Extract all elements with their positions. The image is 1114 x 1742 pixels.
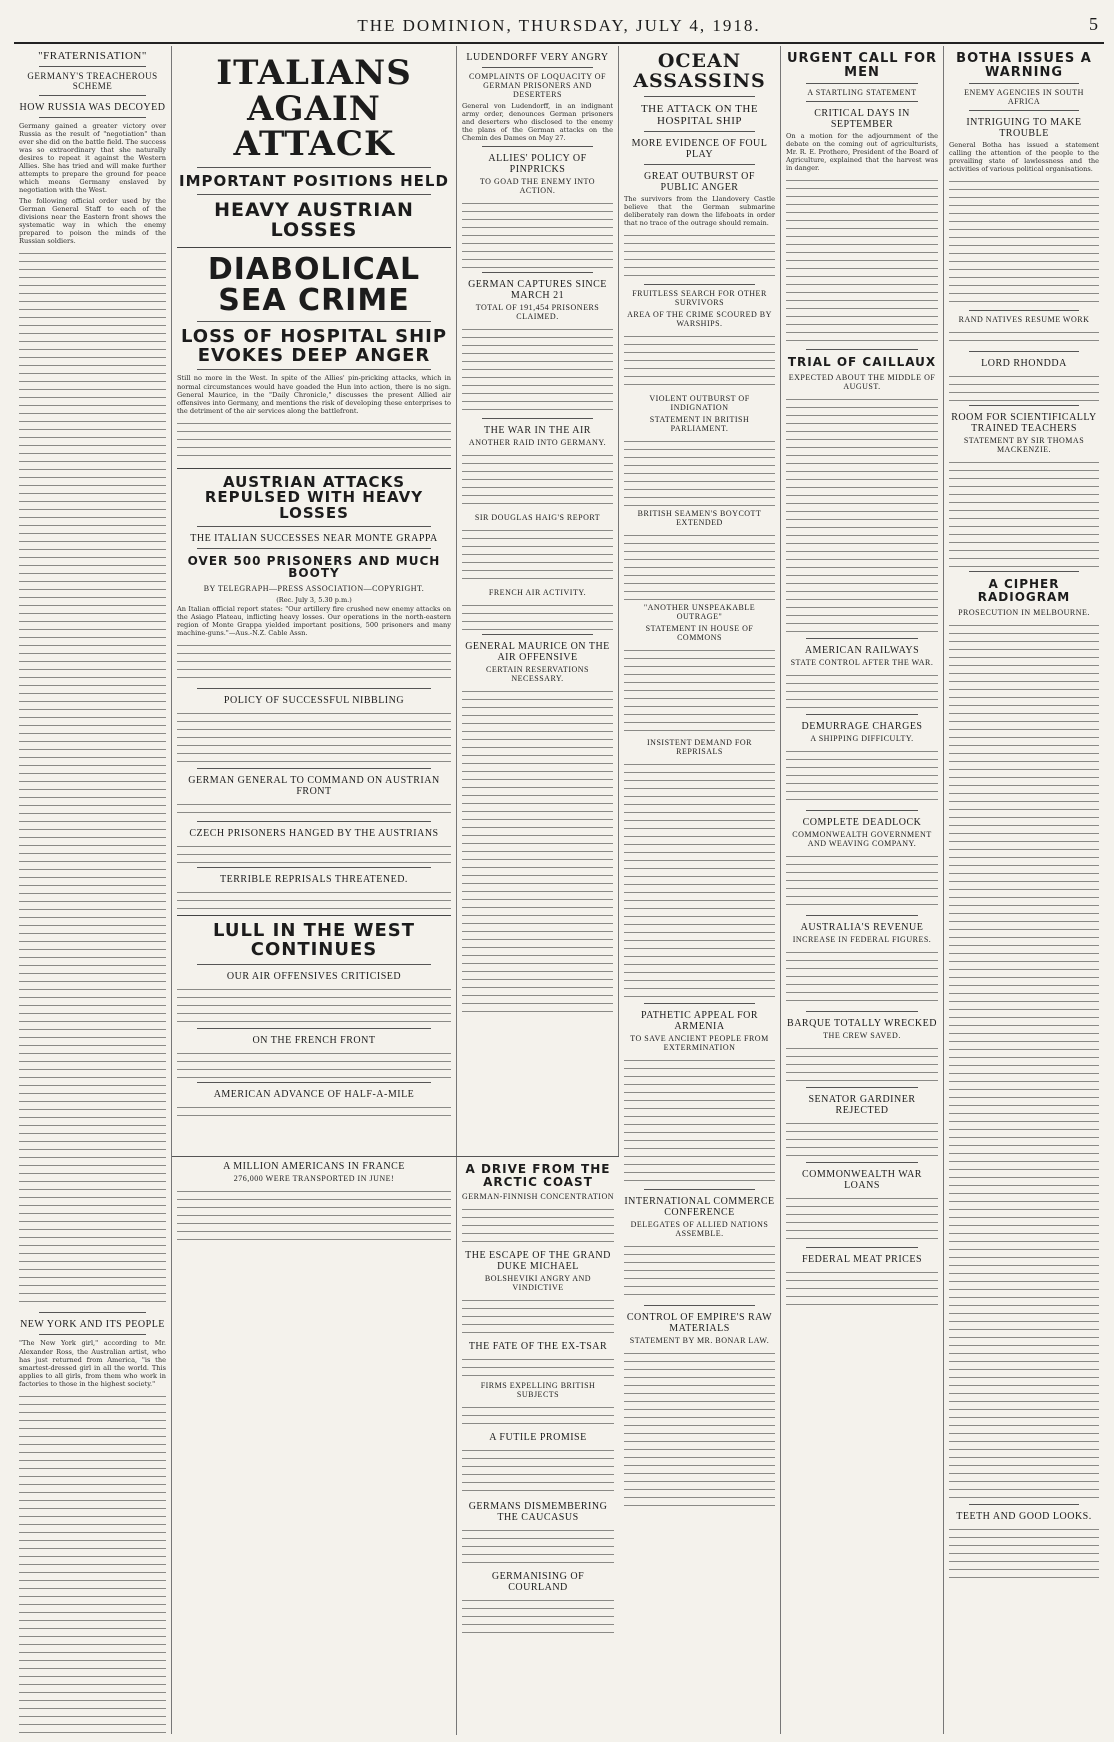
headline-lord-rhondda: LORD RHONDDA bbox=[981, 358, 1067, 370]
headline-bonar-law: STATEMENT BY MR. BONAR LAW. bbox=[629, 1336, 770, 1345]
headline-state-control: STATE CONTROL AFTER THE WAR. bbox=[790, 658, 934, 668]
headline-ocean-assassins: OCEAN ASSASSINS bbox=[633, 50, 766, 92]
headline-new-york: NEW YORK AND ITS PEOPLE bbox=[20, 1319, 165, 1331]
article-body: General von Ludendorff, in an indignant army order, denounces German prisoners and deserters who disclosed to the enemy the plans of the German attacks on the Chemin des Dames on May 27. bbox=[462, 102, 613, 143]
article-text-block bbox=[177, 1102, 451, 1116]
headline-war-loans: COMMONWEALTH WAR LOANS bbox=[802, 1169, 922, 1192]
headline-attack-hospital-ship: THE ATTACK ON THE HOSPITAL SHIP bbox=[640, 102, 759, 127]
article-body: Still no more in the West. In spite of the Allies' pin-pricking attacks, which in normal circumstances would have goaded the Hun into action, there is no sign. General Maurice, in the "Daily Chronicle," discusses the present Allied air offensives into Germany, and mentions the risk of developing these enterprises to the detriment of the air services along the battlefront. bbox=[177, 374, 451, 415]
headline-unspeakable-outrage: "ANOTHER UNSPEAKABLE OUTRAGE" bbox=[643, 603, 756, 621]
article-text-block bbox=[462, 600, 613, 630]
headline-mackenzie: STATEMENT BY SIR THOMAS MACKENZIE. bbox=[963, 436, 1085, 455]
article-body: The survivors from the Llandovery Castle believe that the German submarine deliberately ran down the lifeboats in order that no trace of the outrage should remain. bbox=[624, 194, 775, 227]
headline-courland: GERMANISING OF COURLAND bbox=[491, 1571, 585, 1594]
columns bbox=[14, 46, 1104, 1734]
article-text-block bbox=[786, 1043, 938, 1083]
headline-drive-arctic: A DRIVE FROM THE ARCTIC COAST bbox=[465, 1162, 611, 1189]
headline-federal-figures: INCREASE IN FEDERAL FIGURES. bbox=[792, 935, 932, 945]
article-text-block bbox=[462, 525, 613, 585]
headline-australia-revenue: AUSTRALIA'S REVENUE bbox=[800, 922, 924, 934]
article-body: An Italian official report states: "Our artillery fire crushed new enemy attacks on the Asiago Plateau, inflicting heavy losses. Our operations in the north-eastern region of Monte Grappa yielded important positions, 500 prisoners and many machine-guns."—Aus.-N.Z. Cable Assn. bbox=[177, 605, 451, 638]
masthead bbox=[14, 8, 1104, 44]
headline-air-offensives: OUR AIR OFFENSIVES CRITICISED bbox=[226, 970, 402, 982]
column-3 bbox=[457, 46, 619, 1156]
headline-appeal-armenia: PATHETIC APPEAL FOR ARMENIA bbox=[640, 1010, 759, 1032]
article-text-block bbox=[624, 1348, 775, 1508]
article-text-block bbox=[177, 887, 451, 909]
article-text-block bbox=[462, 324, 613, 414]
headline-deadlock: COMPLETE DEADLOCK bbox=[802, 817, 922, 829]
headline-public-anger: GREAT OUTBURST OF PUBLIC ANGER bbox=[644, 170, 755, 193]
headline-grand-duke: THE ESCAPE OF THE GRAND DUKE MICHAEL bbox=[465, 1250, 611, 1273]
headline-startling-statement: A STARTLING STATEMENT bbox=[807, 88, 917, 98]
article-text-block bbox=[949, 457, 1099, 567]
headline-german-general: GERMAN GENERAL TO COMMAND ON AUSTRIAN FRONT bbox=[188, 775, 440, 798]
headline-reservations: CERTAIN RESERVATIONS NECESSARY. bbox=[486, 665, 589, 684]
article-text-block bbox=[786, 670, 938, 710]
headline-meat-prices: FEDERAL MEAT PRICES bbox=[801, 1254, 923, 1266]
masthead-title: THE DOMINION, THURSDAY, JULY 4, 1918. bbox=[357, 16, 761, 35]
article-text-block bbox=[949, 176, 1099, 306]
article-text-block bbox=[786, 175, 938, 345]
headline-shipping-difficulty: A SHIPPING DIFFICULTY. bbox=[810, 734, 914, 744]
headline-fraternisation: "FRATERNISATION" bbox=[38, 50, 147, 62]
article-text-block bbox=[177, 708, 451, 764]
headline-firms-expelling: FIRMS EXPELLING BRITISH SUBJECTS bbox=[480, 1381, 596, 1400]
headline-save-people: TO SAVE ANCIENT PEOPLE FROM EXTERMINATION bbox=[630, 1034, 769, 1052]
headline-haig-report: SIR DOUGLAS HAIG'S REPORT bbox=[474, 513, 601, 523]
article-text-block bbox=[462, 1354, 614, 1378]
headline-heavy-austrian-losses: HEAVY AUSTRIAN LOSSES bbox=[214, 198, 414, 241]
headline-terrible-reprisals: TERRIBLE REPRISALS THREATENED. bbox=[220, 874, 408, 886]
headline-middle-august: EXPECTED ABOUT THE MIDDLE OF AUGUST. bbox=[788, 373, 936, 392]
headline-pinpricks: ALLIES' POLICY OF PINPRICKS bbox=[488, 153, 587, 176]
column-2-3-lower bbox=[172, 1156, 619, 1735]
article-text-block bbox=[624, 331, 775, 391]
article-text-block bbox=[462, 1595, 614, 1635]
headline-house-of-commons: STATEMENT IN HOUSE OF COMMONS bbox=[645, 624, 754, 642]
headline-futile-promise: A FUTILE PROMISE bbox=[489, 1432, 587, 1444]
dateline: (Rec. July 3, 5.30 p.m.) bbox=[276, 596, 352, 605]
headline-cipher-radiogram: A CIPHER RADIOGRAM bbox=[977, 577, 1071, 604]
article-text-block bbox=[462, 1445, 614, 1495]
headline-another-raid: ANOTHER RAID INTO GERMANY. bbox=[468, 438, 607, 448]
headline-german-finnish: GERMAN-FINNISH CONCENTRATION bbox=[462, 1192, 614, 1202]
column-5 bbox=[781, 46, 944, 1734]
article-text-block bbox=[177, 640, 451, 684]
article-body: "The New York girl," according to Mr. Alexander Ross, the Australian artist, who has just returned from America, "is the smartest-dressed girl in all the world. This applies to all girls, from them who work in factories to those in the highest society." bbox=[19, 1339, 166, 1388]
headline-crew-saved: THE CREW SAVED. bbox=[823, 1031, 901, 1041]
headline-ludendorff-angry: LUDENDORFF VERY ANGRY bbox=[466, 52, 609, 63]
headline-french-front: ON THE FRENCH FRONT bbox=[252, 1034, 376, 1046]
article-text-block bbox=[19, 1391, 166, 1734]
column-6 bbox=[944, 46, 1104, 1734]
article-text-block bbox=[949, 1524, 1099, 1584]
article-text-block bbox=[462, 686, 613, 1016]
article-text-block bbox=[624, 436, 775, 506]
headline-german-captures: GERMAN CAPTURES SINCE MARCH 21 bbox=[468, 279, 607, 302]
headline-russia-decoyed: HOW RUSSIA WAS DECOYED bbox=[19, 102, 166, 113]
article-text-block bbox=[462, 1525, 614, 1565]
headline-violent-outburst: VIOLENT OUTBURST OF INDIGNATION bbox=[649, 394, 750, 412]
headline-critical-days: CRITICAL DAYS IN SEPTEMBER bbox=[814, 108, 910, 131]
headline-enemy-agencies: ENEMY AGENCIES IN SOUTH AFRICA bbox=[964, 88, 1084, 107]
headline-rand-natives: RAND NATIVES RESUME WORK bbox=[958, 315, 1090, 325]
headline-prosecution: PROSECUTION IN MELBOURNE. bbox=[958, 607, 1090, 617]
headline-czech-prisoners: CZECH PRISONERS HANGED BY THE AUSTRIANS bbox=[189, 828, 439, 840]
headline-trained-teachers: ROOM FOR SCIENTIFICALLY TRAINED TEACHERS bbox=[951, 412, 1097, 435]
headline-urgent-call: URGENT CALL FOR MEN bbox=[786, 51, 938, 80]
article-text-block bbox=[177, 799, 451, 817]
headline-weaving-company: COMMONWEALTH GOVERNMENT AND WEAVING COMPANY. bbox=[792, 830, 932, 849]
article-text-block bbox=[786, 394, 938, 634]
article-body: On a motion for the adjournment of the debate on the coming out of agriculturists, Mr. R. E. Prothero, President of the Board of Agriculture, explained that the harvest was in danger. bbox=[786, 132, 938, 173]
headline-american-advance: AMERICAN ADVANCE OF HALF-A-MILE bbox=[213, 1088, 415, 1100]
headline-commerce-conference: INTERNATIONAL COMMERCE CONFERENCE bbox=[624, 1196, 775, 1218]
article-text-block bbox=[786, 1267, 938, 1307]
article-text-block bbox=[949, 327, 1099, 347]
headline-bolsheviki: BOLSHEVIKI ANGRY AND VINDICTIVE bbox=[484, 1274, 592, 1293]
article-text-block bbox=[19, 248, 166, 1308]
article-text-block bbox=[177, 418, 451, 462]
headline-austrian-attacks-repulsed: AUSTRIAN ATTACKS REPULSED WITH HEAVY LOSSES bbox=[204, 472, 424, 523]
headline-loquacity: COMPLAINTS OF LOQUACITY OF GERMAN PRISONERS AND DESERTERS bbox=[469, 72, 606, 99]
article-body: Germany gained a greater victory over Russia as the result of "negotiation" than ever she did on the battle field. The success was so extraordinary that she naturally desires to repeat it against the Western Allies. She has tried and will make further attempts to prepare the ground for peace which means Germany enslaved by negotiation with the West. bbox=[19, 122, 166, 195]
headline-loss-of-hospital-ship: LOSS OF HOSPITAL SHIP EVOKES DEEP ANGER bbox=[180, 325, 448, 366]
headline-french-air: FRENCH AIR ACTIVITY. bbox=[488, 588, 587, 598]
headline-276000: 276,000 WERE TRANSPORTED IN JUNE! bbox=[233, 1174, 395, 1183]
headline-italian-successes: THE ITALIAN SUCCESSES NEAR MONTE GRAPPA bbox=[190, 532, 438, 544]
headline-foul-play: MORE EVIDENCE OF FOUL PLAY bbox=[631, 137, 768, 160]
article-text-block bbox=[624, 759, 775, 999]
headline-germany-scheme: GERMANY'S TREACHEROUS SCHEME bbox=[27, 71, 158, 91]
headline-teeth-good-looks: TEETH AND GOOD LOOKS. bbox=[956, 1510, 1092, 1522]
page-number: 5 bbox=[1089, 14, 1098, 34]
article-text-block bbox=[462, 1402, 614, 1426]
column-1 bbox=[14, 46, 172, 1734]
headline-botha-warning: BOTHA ISSUES A WARNING bbox=[956, 51, 1092, 80]
article-body: General Botha has issued a statement calling the attention of the people to the prevailing state of lawlessness and the activities of various political organisations. bbox=[949, 141, 1099, 174]
article-text-block bbox=[786, 1118, 938, 1158]
headline-war-in-air: THE WAR IN THE AIR bbox=[484, 425, 591, 437]
article-text-block bbox=[624, 230, 775, 280]
article-text-block bbox=[462, 198, 613, 268]
article-text-block bbox=[786, 947, 938, 1007]
headline-fruitless-search: FRUITLESS SEARCH FOR OTHER SURVIVORS bbox=[632, 289, 767, 307]
headline-barque-wrecked: BARQUE TOTALLY WRECKED bbox=[787, 1018, 937, 1030]
article-text-block bbox=[462, 1204, 614, 1244]
headline-insistent-demand: INSISTENT DEMAND FOR REPRISALS bbox=[647, 738, 752, 756]
headline-successful-nibbling: POLICY OF SUCCESSFUL NIBBLING bbox=[223, 695, 405, 707]
article-text-block bbox=[462, 450, 613, 510]
article-text-block bbox=[177, 841, 451, 863]
column-2 bbox=[172, 46, 457, 1156]
headline-raw-materials: CONTROL OF EMPIRE'S RAW MATERIALS bbox=[626, 1312, 773, 1334]
newspaper-page bbox=[14, 8, 1104, 1734]
headline-delegates-assemble: DELEGATES OF ALLIED NATIONS ASSEMBLE. bbox=[630, 1220, 769, 1238]
headline-italians-again-attack: ITALIANS AGAIN ATTACK bbox=[216, 53, 412, 165]
headline-american-railways: AMERICAN RAILWAYS bbox=[804, 645, 920, 657]
article-text-block bbox=[786, 1193, 938, 1243]
headline-million-americans: A MILLION AMERICANS IN FRANCE bbox=[223, 1161, 405, 1172]
headline-caucasus: GERMANS DISMEMBERING THE CAUCASUS bbox=[468, 1501, 608, 1524]
headline-area-scoured: AREA OF THE CRIME SCOURED BY WARSHIPS. bbox=[627, 310, 772, 328]
headline-senator-gardiner: SENATOR GARDINER REJECTED bbox=[808, 1094, 916, 1117]
article-text-block bbox=[949, 620, 1099, 1500]
headline-goad-enemy: TO GOAD THE ENEMY INTO ACTION. bbox=[479, 177, 596, 196]
article-text-block bbox=[624, 645, 775, 735]
headline-important-positions: IMPORTANT POSITIONS HELD bbox=[179, 172, 449, 191]
headline-parliament-statement: STATEMENT IN BRITISH PARLIAMENT. bbox=[649, 415, 750, 433]
headline-trial-caillaux: TRIAL OF CAILLAUX bbox=[787, 355, 937, 370]
headline-ex-tsar: THE FATE OF THE EX-TSAR bbox=[468, 1341, 608, 1353]
headline-500-prisoners: OVER 500 PRISONERS AND MUCH BOOTY bbox=[187, 553, 441, 581]
article-text-block bbox=[786, 746, 938, 806]
article-text-block bbox=[624, 1241, 775, 1301]
article-text-block bbox=[624, 1055, 775, 1185]
article-text-block bbox=[177, 1186, 451, 1246]
headline-total-prisoners: TOTAL OF 191,454 PRISONERS CLAIMED. bbox=[475, 303, 600, 322]
article-text-block bbox=[462, 1295, 614, 1335]
column-4 bbox=[619, 46, 781, 1734]
headline-diabolical-sea-crime: DIABOLICAL SEA CRIME bbox=[207, 251, 421, 319]
headline-intriguing: INTRIGUING TO MAKE TROUBLE bbox=[966, 117, 1082, 140]
article-text-block bbox=[949, 371, 1099, 401]
headline-lull-in-the-west: LULL IN THE WEST CONTINUES bbox=[213, 920, 415, 961]
article-text-block bbox=[177, 1048, 451, 1078]
byline: BY TELEGRAPH—PRESS ASSOCIATION—COPYRIGHT. bbox=[203, 584, 425, 594]
article-text-block bbox=[177, 984, 451, 1024]
headline-seamens-boycott: BRITISH SEAMEN'S BOYCOTT EXTENDED bbox=[637, 509, 762, 527]
headline-demurrage: DEMURRAGE CHARGES bbox=[801, 721, 923, 733]
article-text-block bbox=[624, 530, 775, 600]
article-text-block bbox=[786, 851, 938, 911]
headline-maurice-air: GENERAL MAURICE ON THE AIR OFFENSIVE bbox=[465, 641, 610, 664]
article-body: The following official order used by the German General Staff to each of the divisions near the Eastern front shows the systematic way in which the enemy prepared to poison the minds of the Russian soldiers. bbox=[19, 197, 166, 246]
